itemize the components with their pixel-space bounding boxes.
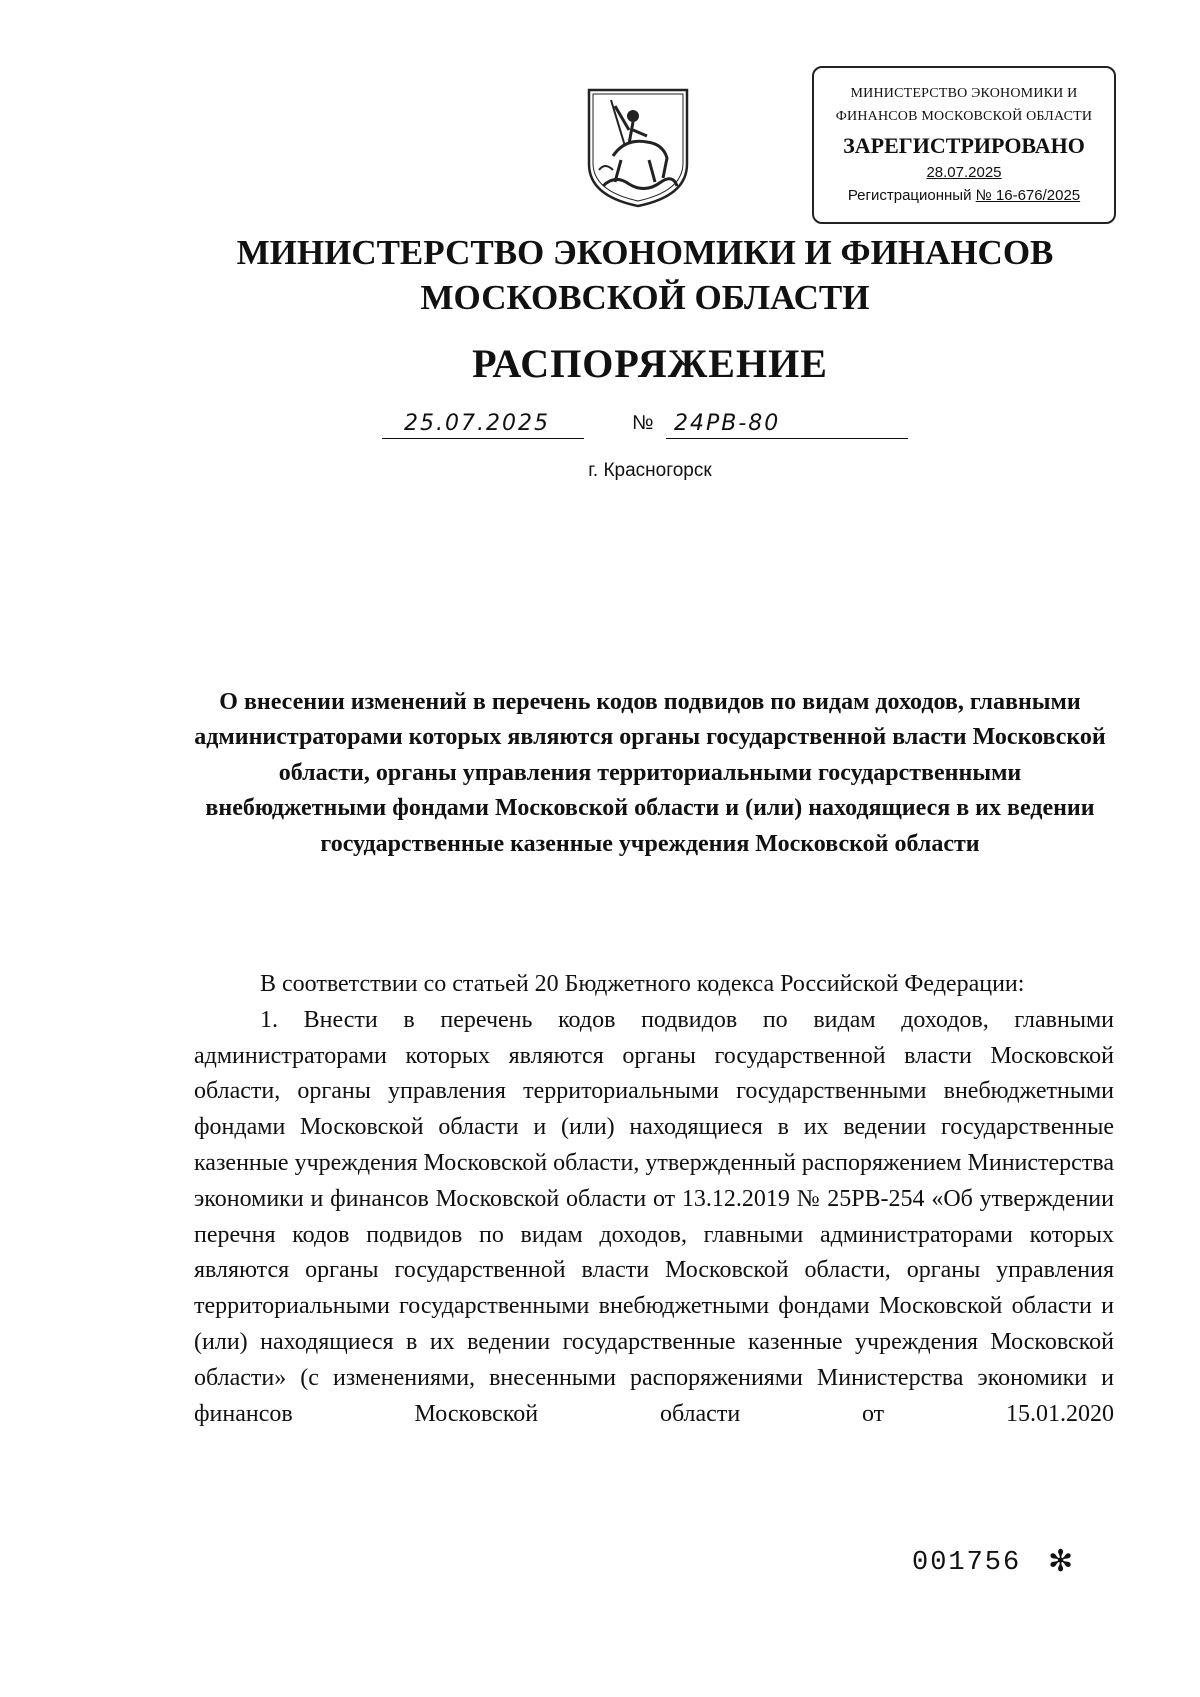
stamp-ministry-line2: ФИНАНСОВ МОСКОВСКОЙ ОБЛАСТИ: [835, 109, 1093, 124]
registration-stamp: [812, 66, 1116, 224]
order-date-field: [382, 410, 584, 439]
moscow-coat-of-arms-icon: [585, 86, 691, 210]
ministry-name-line2: МОСКОВСКОЙ ОБЛАСТИ: [420, 278, 870, 317]
stamp-reg-label: Регистрационный: [847, 187, 972, 204]
document-type: РАСПОРЯЖЕНИЕ: [472, 341, 828, 386]
city: г. Красногорск: [588, 460, 712, 481]
order-number-field: [666, 410, 908, 439]
stamp-ministry-line1: МИНИСТЕРСТВО ЭКОНОМИКИ И: [850, 86, 1078, 101]
body-intro: В соответствии со статьей 20 Бюджетного кодекса Российской Федерации:: [260, 971, 1025, 997]
asterisk-mark-icon: ✻: [1048, 1544, 1074, 1579]
order-number: 24РВ-80: [674, 411, 781, 436]
stamp-date: 28.07.2025: [926, 164, 1002, 181]
body-item-1: 1. Внести в перечень кодов подвидов по видам доходов, главными администраторами которых являются органы государственной власти Московской области, органы управления территориальными государственными внебюджетными фондами Московской области и (или) находящиеся в их ведении государственные казенные учреждения Московской области, утвержденный распоряжением Министерства экономики и финансов Московской области от 13.12.2019 № 25РВ-254 «Об утверждении перечня кодов подвидов по видам доходов, главными администраторами которых являются органы государственной власти Московской области, органы управления территориальными государственными внебюджетными фондами Московской области и (или) находящиеся в их ведении государственные казенные учреждения Московской области» (с изменениями, внесенными распоряжениями Министерства экономики и финансов Московской области от 15.01.2020: [194, 1006, 1114, 1427]
order-subject: О внесении изменений в перечень кодов подвидов по видам доходов, главными администраторами которых являются органы государственной власти Московской области, органы управления территориальными государственными внебюджетными фондами Московской области и (или) находящиеся в их ведении государственные казенные учреждения Московской области: [194, 689, 1106, 857]
stamp-registration: [814, 184, 1114, 208]
ministry-name: [0, 230, 1200, 320]
order-date: 25.07.2025: [404, 411, 550, 436]
number-sign: №: [632, 412, 654, 434]
stamp-reg-number: № 16-676/2025: [975, 187, 1081, 204]
order-body: [194, 967, 1114, 1432]
ministry-name-line1: МИНИСТЕРСТВО ЭКОНОМИКИ И ФИНАНСОВ: [236, 233, 1054, 272]
serial-number: 001756: [912, 1548, 1022, 1578]
stamp-status: ЗАРЕГИСТРИРОВАНО: [843, 133, 1085, 158]
